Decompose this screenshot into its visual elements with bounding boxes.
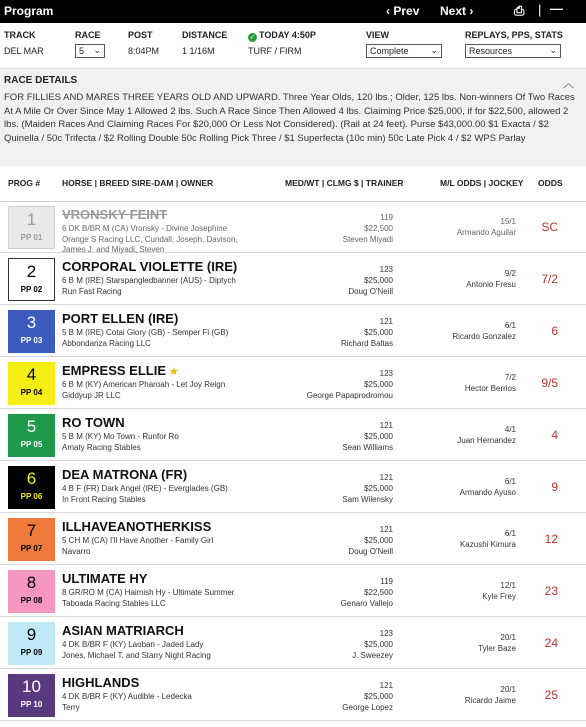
- ml-odds-jockey: [457, 216, 516, 238]
- resources-select[interactable]: [465, 44, 561, 58]
- program-number-badge: [8, 310, 55, 353]
- post-position: PP 01: [20, 233, 43, 242]
- breed-sire-dam: 5 CH M (CA) I'll Have Another - Family Girl: [62, 536, 214, 545]
- program-number-badge: [8, 674, 55, 717]
- ml-odds-jockey: [478, 632, 516, 654]
- ml-odds-jockey: [482, 580, 516, 602]
- trainer: J. Sweezey: [352, 651, 393, 660]
- claiming-price: $25,000: [364, 328, 393, 337]
- med-wt-clmg-trainer: [342, 472, 393, 505]
- horse-name[interactable]: [62, 675, 139, 690]
- live-odds: 4: [551, 428, 558, 442]
- program-number-badge: [8, 414, 55, 457]
- med-wt-clmg-trainer: [348, 264, 393, 297]
- today-label: [248, 30, 316, 42]
- claiming-price: $25,000: [364, 640, 393, 649]
- med-wt-clmg-trainer: [343, 212, 393, 245]
- jockey: Hector Berrios: [464, 384, 516, 393]
- program-number: 5: [26, 417, 37, 436]
- weight: 121: [379, 681, 393, 690]
- jockey: Kazushi Kimura: [459, 540, 516, 549]
- trainer: Doug O'Neill: [348, 287, 393, 296]
- program-number: 8: [26, 573, 37, 592]
- race-details-heading: RACE DETAILS: [4, 75, 78, 86]
- weight: 123: [379, 265, 393, 274]
- weight: 121: [379, 421, 393, 430]
- col-horse: HORSE | BREED SIRE-DAM | OWNER: [62, 178, 214, 188]
- chevron-down-icon: ⌄: [93, 45, 101, 55]
- post-position: PP 03: [20, 336, 43, 345]
- trainer: Steven Miyadi: [342, 235, 393, 244]
- post-position: PP 06: [20, 492, 43, 501]
- entry-row[interactable]: [0, 514, 586, 565]
- surface-value: TURF / FIRM: [248, 46, 302, 56]
- program-number-badge: [8, 206, 55, 249]
- entry-row[interactable]: [0, 358, 586, 409]
- program-number: 4: [26, 365, 37, 384]
- horse-name[interactable]: [62, 207, 167, 222]
- claiming-price: $25,000: [364, 380, 393, 389]
- morning-line-odds: 15/1: [500, 217, 516, 226]
- post-position: PP 04: [20, 388, 43, 397]
- horse-name-text: RO TOWN: [62, 415, 125, 430]
- race-label: RACE: [75, 30, 101, 40]
- breed-sire-dam: 4 DK B/BR F (KY) Audible - Ledecka: [62, 692, 192, 701]
- entry-row[interactable]: [0, 410, 586, 461]
- med-wt-clmg-trainer: [348, 524, 393, 557]
- entry-row[interactable]: [0, 566, 586, 617]
- breed-sire-dam: 6 B M (KY) American Pharoah - Let Joy Reign: [62, 380, 226, 389]
- weight: 123: [379, 629, 393, 638]
- claiming-price: $22,500: [364, 588, 393, 597]
- entry-row[interactable]: [0, 202, 586, 253]
- prev-label: Prev: [393, 4, 420, 18]
- race-info-bar: [0, 24, 586, 68]
- morning-line-odds: 9/2: [504, 269, 516, 278]
- live-odds: 7/2: [541, 272, 558, 286]
- morning-line-odds: 4/1: [504, 425, 516, 434]
- program-number-badge: [8, 362, 55, 405]
- star-icon: ★: [169, 366, 179, 378]
- horse-name-text: ASIAN MATRIARCH: [62, 623, 184, 638]
- post-value: 8:04PM: [128, 46, 160, 56]
- live-odds: 6: [551, 324, 558, 338]
- weight: 123: [379, 369, 393, 378]
- owner: In Front Racing Stables: [62, 495, 146, 504]
- live-odds: 23: [544, 584, 558, 598]
- ml-odds-jockey: [465, 684, 516, 706]
- breed-sire-dam: 8 GR/RO M (CA) Haimish Hy - Ultimate Summer: [62, 588, 235, 597]
- track-label: TRACK: [4, 30, 36, 40]
- owner: Run Fast Racing: [62, 287, 122, 296]
- breed-sire-dam: 5 B M (KY) Mo Town - Runfor Ro: [62, 432, 179, 441]
- program-header-bar: [0, 0, 586, 23]
- entry-row[interactable]: [0, 618, 586, 669]
- morning-line-odds: 20/1: [500, 685, 516, 694]
- morning-line-odds: 7/2: [504, 373, 516, 382]
- jockey: Tyler Baze: [478, 644, 516, 653]
- horse-name[interactable]: [62, 571, 147, 586]
- ml-odds-jockey: [452, 320, 516, 342]
- trainer: George Papaprodromou: [306, 391, 393, 400]
- live-odds: SC: [541, 220, 558, 234]
- view-label: VIEW: [366, 30, 390, 40]
- trainer: Sean Williams: [342, 443, 393, 452]
- med-wt-clmg-trainer: [341, 316, 393, 349]
- live-odds: 9: [551, 480, 558, 494]
- claiming-price: $25,000: [364, 276, 393, 285]
- owner: Abbondanza Racing LLC: [62, 339, 151, 348]
- jockey: Ricardo Gonzalez: [452, 332, 516, 341]
- program-number: 6: [26, 469, 37, 488]
- replays-label: REPLAYS, PPS, STATS: [465, 30, 563, 40]
- owner: Orange S Racing LLC, Cundall, Joseph, Davison, James J. and Miyadi, Steven: [62, 235, 238, 254]
- med-wt-clmg-trainer: [342, 420, 393, 453]
- track-value: DEL MAR: [4, 46, 44, 56]
- ml-odds-jockey: [460, 476, 516, 498]
- claiming-price: $25,000: [364, 536, 393, 545]
- ml-odds-jockey: [457, 424, 516, 446]
- trainer: George Lopez: [342, 703, 393, 712]
- col-med: MED/WT | CLMG $ | TRAINER: [285, 178, 404, 188]
- claiming-price: $25,000: [364, 484, 393, 493]
- weight: 119: [380, 577, 393, 586]
- program-number-badge: [8, 622, 55, 665]
- trainer: Doug O'Neill: [348, 547, 393, 556]
- med-wt-clmg-trainer: [307, 368, 393, 401]
- chevron-down-icon: ⌄: [549, 45, 557, 55]
- jockey: Armando Aguilar: [456, 228, 516, 237]
- distance-value: 1 1/16M: [182, 46, 215, 56]
- post-position: PP 02: [20, 285, 43, 294]
- weight: 119: [380, 213, 393, 222]
- entry-row[interactable]: [0, 254, 586, 305]
- jockey: Antonio Fresu: [466, 280, 516, 289]
- race-details-panel: [0, 68, 586, 166]
- prev-race-button[interactable]: ‹ Prev: [386, 4, 420, 18]
- trainer: Genaro Vallejo: [340, 599, 393, 608]
- live-odds: 12: [544, 532, 558, 546]
- chevron-up-icon[interactable]: ︿: [563, 78, 574, 90]
- live-odds: 9/5: [541, 376, 558, 390]
- horse-name-text: DEA MATRONA (FR): [62, 467, 188, 482]
- post-position: PP 10: [20, 700, 43, 709]
- owner: Navarro: [62, 547, 91, 556]
- program-number-badge: [8, 518, 55, 561]
- owner: Jones, Michael T. and Starry Night Racing: [62, 651, 211, 660]
- horse-name-text: VRONSKY FEINT: [62, 207, 168, 222]
- view-select-value: Complete: [370, 46, 409, 56]
- claiming-price: $25,000: [364, 692, 393, 701]
- view-select[interactable]: [366, 44, 442, 58]
- resources-select-value: Resources: [469, 46, 513, 56]
- horse-name[interactable]: [62, 623, 184, 638]
- program-number-badge: [8, 466, 55, 509]
- breed-sire-dam: 5 B M (IRE) Cotai Glory (GB) - Semper Fi (GB): [62, 328, 229, 337]
- col-ml: M/L ODDS | JOCKEY: [440, 178, 524, 188]
- horse-name[interactable]: [62, 363, 179, 378]
- horse-name-text: EMPRESS ELLIE: [62, 363, 167, 378]
- claiming-price: $25,000: [364, 432, 393, 441]
- program-number: 1: [26, 210, 37, 229]
- jockey: Armando Ayuso: [459, 488, 516, 497]
- program-number: 10: [22, 677, 41, 696]
- breed-sire-dam: 4 DK B/BR F (KY) Laoban - Jaded Lady: [62, 640, 204, 649]
- distance-label: DISTANCE: [182, 30, 228, 40]
- ml-odds-jockey: [466, 268, 516, 290]
- program-number-badge: [8, 258, 55, 301]
- print-icon[interactable]: ⎙: [514, 3, 525, 18]
- post-position: PP 08: [20, 596, 43, 605]
- live-odds: 24: [544, 636, 558, 650]
- med-wt-clmg-trainer: [342, 680, 393, 713]
- horse-name-text: ILLHAVEANOTHERKISS: [62, 519, 212, 534]
- race-select[interactable]: [75, 44, 105, 58]
- col-odds: ODDS: [538, 178, 563, 188]
- next-race-button[interactable]: Next ›: [440, 4, 474, 18]
- today-text: TODAY 4:50P: [259, 30, 316, 40]
- horse-name-text: ULTIMATE HY: [62, 571, 148, 586]
- owner: Taboada Racing Stables LLC: [62, 599, 166, 608]
- live-odds: 25: [544, 688, 558, 702]
- program-number: 9: [26, 625, 37, 644]
- owner: Terry: [62, 703, 80, 712]
- program-number: 2: [26, 262, 37, 281]
- jockey: Juan Hernandez: [457, 436, 516, 445]
- post-position: PP 05: [20, 440, 43, 449]
- race-conditions-text: FOR FILLIES AND MARES THREE YEARS OLD AND UPWARD. Three Year Olds, 120 lbs.; Older, 125 lbs. Non-winners Of Two Races At A Mile Or Over Since May 1 Allowed 2 lbs. Such A Race Since Then Allowed 4 lbs. Claiming Price $25,000, if for $22,500, allowed 2 lbs. (Maiden Races And Claiming Races For $20,000 Or Less Not Considered). (Rail at 24 feet). Purse $43,000.00 $1 Exacta / $2 Quinella / 50c Trifecta / $2 Rolling Double 50c Rolling Pick Three / $1 Superfecta (10c min) 50c Late Pick 4 / $2 WPS Parlay: [4, 92, 575, 144]
- post-position: PP 07: [20, 544, 43, 553]
- med-wt-clmg-trainer: [341, 576, 393, 609]
- trainer: Richard Baltas: [340, 339, 393, 348]
- entries-column-headers: [0, 166, 586, 202]
- horse-name[interactable]: [62, 415, 125, 430]
- program-number-badge: [8, 570, 55, 613]
- morning-line-odds: 6/1: [504, 477, 516, 486]
- weight: 121: [379, 473, 393, 482]
- divider: |: [538, 2, 542, 17]
- collapse-icon[interactable]: —: [550, 1, 563, 16]
- owner: Amaty Racing Stables: [62, 443, 141, 452]
- breed-sire-dam: 6 B M (IRE) Starspangledbanner (AUS) - Diptych: [62, 276, 236, 285]
- jockey: Ricardo Jaime: [464, 696, 516, 705]
- ml-odds-jockey: [465, 372, 516, 394]
- horse-name[interactable]: [62, 259, 237, 274]
- check-circle-icon: ✓: [249, 34, 256, 41]
- program-number: 3: [26, 313, 37, 332]
- post-label: POST: [128, 30, 153, 40]
- trainer: Sam Wilensky: [342, 495, 393, 504]
- morning-line-odds: 6/1: [504, 321, 516, 330]
- race-select-value: 5: [79, 46, 85, 56]
- jockey: Kyle Frey: [482, 592, 516, 601]
- col-prog: PROG #: [8, 178, 41, 188]
- morning-line-odds: 20/1: [500, 633, 516, 642]
- entry-row[interactable]: [0, 462, 586, 513]
- horse-name[interactable]: [62, 519, 211, 534]
- ml-odds-jockey: [460, 528, 516, 550]
- entry-row[interactable]: [0, 306, 586, 357]
- next-label: Next: [440, 4, 467, 18]
- chevron-down-icon: ⌄: [430, 45, 438, 55]
- post-position: PP 09: [20, 648, 43, 657]
- horse-name-text: HIGHLANDS: [62, 675, 140, 690]
- breed-sire-dam: 6 DK B/BR M (CA) Vronsky - Divine Josephine: [62, 224, 228, 233]
- weight: 121: [379, 317, 393, 326]
- entry-row[interactable]: [0, 670, 586, 721]
- morning-line-odds: 6/1: [504, 529, 516, 538]
- weight: 121: [379, 525, 393, 534]
- program-number: 7: [26, 521, 37, 540]
- page-title: Program: [4, 4, 54, 18]
- morning-line-odds: 12/1: [500, 581, 516, 590]
- horse-name-text: PORT ELLEN (IRE): [62, 311, 179, 326]
- horse-name-text: CORPORAL VIOLETTE (IRE): [62, 259, 238, 274]
- claiming-price: $22,500: [364, 224, 393, 233]
- owner: Giddyup JR LLC: [62, 391, 121, 400]
- horse-name[interactable]: [62, 311, 178, 326]
- horse-name[interactable]: [62, 467, 187, 482]
- breed-sire-dam: 4 B F (FR) Dark Angel (IRE) - Everglades (GB): [62, 484, 228, 493]
- med-wt-clmg-trainer: [352, 628, 393, 661]
